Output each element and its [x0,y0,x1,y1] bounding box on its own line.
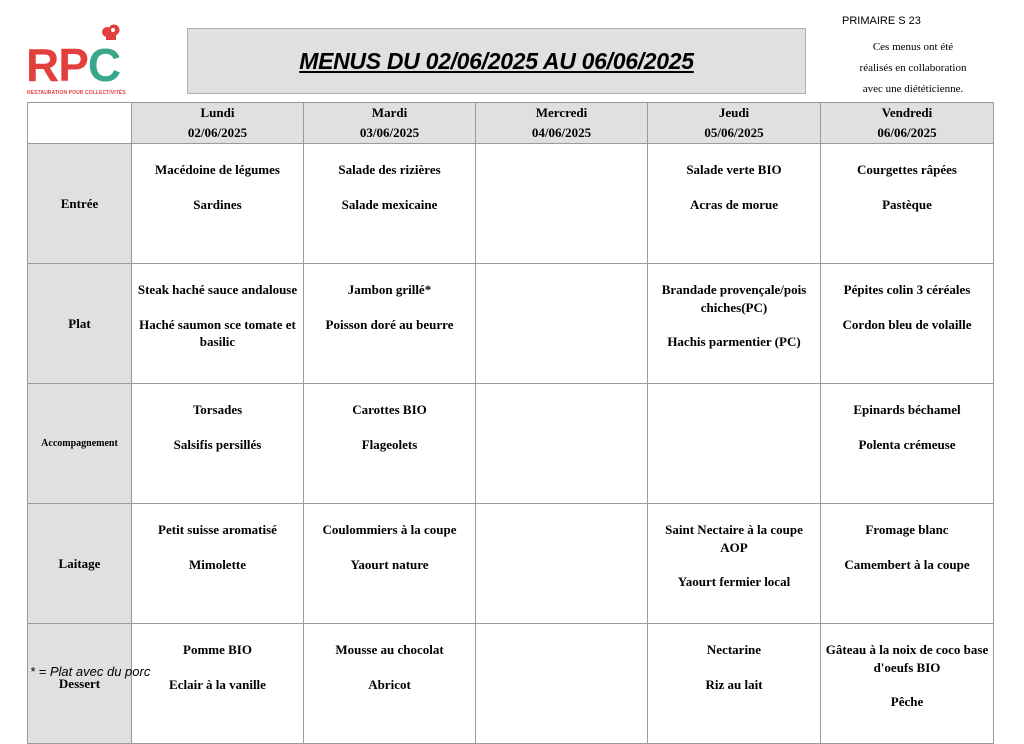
menu-cell [304,624,476,744]
menu-cell [821,624,994,744]
dish-name: Carottes BIO [352,402,427,417]
dish-name: Brandade provençale/pois chiches(PC) [661,282,807,315]
dish-name: Abricot [368,676,411,692]
logo-wordmark: RPC [26,39,121,91]
dish-name: Coulommiers à la coupe [322,522,457,537]
dish-name: Mousse au chocolat [335,642,444,657]
menu-row [28,384,994,504]
dish-name: Cordon bleu de volaille [842,316,972,332]
menu-cell [304,384,476,504]
day-header: Mardi 03/06/2025 [304,103,476,144]
course-label: Entrée [28,144,132,264]
menu-cell [648,504,821,624]
dish-name: Steak haché sauce andalouse [137,282,298,297]
dish-name: Polenta crémeuse [858,436,956,452]
menu-cell [132,144,304,264]
dish-name: Saint Nectaire à la coupe AOP [665,522,803,555]
menu-cell [821,384,994,504]
menu-cell [476,624,648,744]
course-label: Dessert [28,624,132,744]
logo-subtitle: RESTAURATION POUR COLLECTIVITÉS [27,90,126,96]
dish-name: Hachis parmentier (PC) [667,334,801,349]
dish-name: Salade des rizières [338,162,441,177]
day-header-row [28,103,994,144]
menu-cell [132,624,304,744]
dish-name: Epinards béchamel [853,402,961,417]
menu-cell [476,144,648,264]
dish-name: Pépites colin 3 céréales [843,282,971,297]
day-header: Lundi 02/06/2025 [132,103,304,144]
dish-name: Pastèque [882,196,932,212]
menu-cell [304,504,476,624]
menu-row [28,624,994,744]
menu-cell [648,264,821,384]
menu-cell [821,504,994,624]
dish-name: Salade mexicaine [341,196,438,212]
dish-name: Pomme BIO [183,642,252,657]
menu-cell [304,144,476,264]
dish-name: Gâteau à la noix de coco base d'oeufs BIO [825,642,989,675]
dish-name: Yaourt nature [350,556,429,572]
menu-row [28,504,994,624]
menu-row [28,144,994,264]
course-label: Laitage [28,504,132,624]
dish-name: Pêche [890,694,924,709]
day-header: Mercredi 04/06/2025 [476,103,648,144]
dish-name: Salsifis persillés [173,436,262,452]
dish-name: Acras de morue [689,196,779,212]
dish-name: Poisson doré au beurre [325,316,454,332]
menu-cell [132,264,304,384]
dish-name: Sardines [193,196,242,212]
menu-cell [132,384,304,504]
menu-cell [648,144,821,264]
dietitian-note: Ces menus ont été réalisés en collaboration avec une diététicienne. [859,41,967,95]
dish-name: Riz au lait [705,676,763,692]
dish-name: Torsades [192,402,243,417]
title-banner [187,28,806,94]
page-title: MENUS DU 02/06/2025 AU 06/06/2025 [299,47,694,74]
menu-cell [821,264,994,384]
dish-name: Nectarine [706,642,762,657]
menu-cell [821,144,994,264]
menu-row [28,264,994,384]
course-label: Accompagnement [28,384,132,504]
menu-cell [304,264,476,384]
day-header: Jeudi 05/06/2025 [648,103,821,144]
menu-table [27,102,994,744]
day-header: Vendredi 06/06/2025 [821,103,994,144]
dish-name: Salade verte BIO [686,162,782,177]
dish-name: Camembert à la coupe [844,556,970,572]
course-label: Plat [28,264,132,384]
rpc-logo [24,22,136,100]
dish-name: Eclair à la vanille [169,676,266,692]
dish-name: Courgettes râpées [857,162,957,177]
school-label: PRIMAIRE S 23 [842,15,921,27]
menu-cell [476,384,648,504]
menu-cell [132,504,304,624]
dish-name: Macédoine de légumes [155,162,280,177]
dish-name: Jambon grillé* [347,282,432,297]
menu-cell [648,624,821,744]
dish-name: Mimolette [188,556,247,572]
dish-name: Haché saumon sce tomate et basilic [139,316,296,349]
dish-name: Petit suisse aromatisé [158,522,277,537]
footnote: * = Plat avec du porc [30,664,151,679]
menu-cell [476,264,648,384]
menu-cell [476,504,648,624]
menu-cell [648,384,821,504]
dish-name: Fromage blanc [865,522,949,537]
dish-name: Flageolets [361,436,418,452]
dish-name: Yaourt fermier local [677,574,791,589]
corner-cell [28,103,132,144]
